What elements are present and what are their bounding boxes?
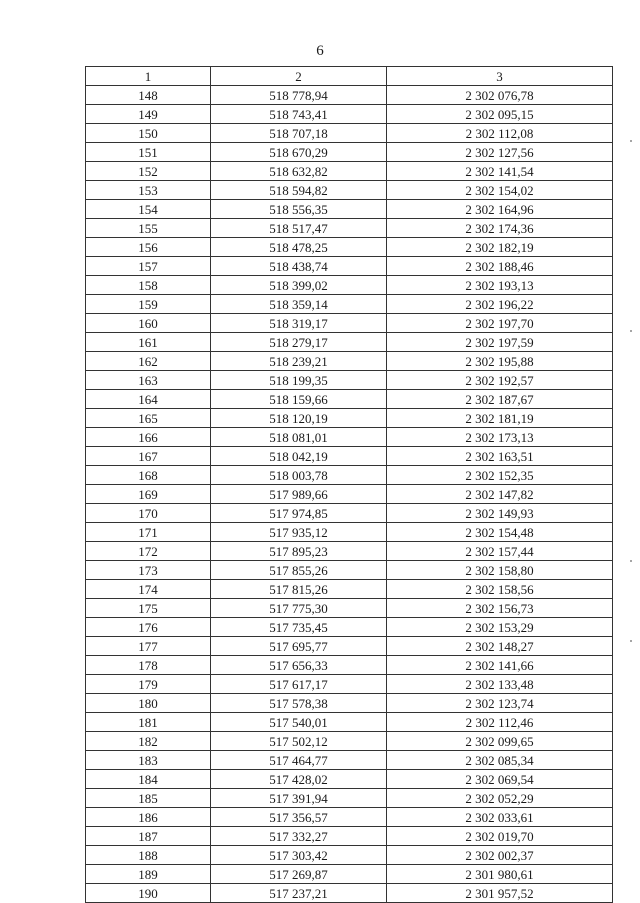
header-cell-1: 1 <box>86 67 211 86</box>
table-row <box>86 675 613 694</box>
table-cell-col-1: 168 <box>86 466 211 485</box>
table-cell-col-2: 517 855,26 <box>211 561 387 580</box>
table-cell-col-3: 2 302 085,34 <box>387 751 613 770</box>
table-row <box>86 713 613 732</box>
table-cell-col-3: 2 302 174,36 <box>387 219 613 238</box>
table-cell-col-1: 164 <box>86 390 211 409</box>
table-cell-col-2: 517 695,77 <box>211 637 387 656</box>
table-row <box>86 390 613 409</box>
table-cell-col-1: 161 <box>86 333 211 352</box>
table-row <box>86 105 613 124</box>
table-row <box>86 466 613 485</box>
table-cell-col-3: 2 302 196,22 <box>387 295 613 314</box>
table-cell-col-2: 518 438,74 <box>211 257 387 276</box>
table-cell-col-2: 518 199,35 <box>211 371 387 390</box>
table-cell-col-2: 518 042,19 <box>211 447 387 466</box>
table-cell-col-3: 2 302 019,70 <box>387 827 613 846</box>
table-cell-col-2: 518 003,78 <box>211 466 387 485</box>
table-cell-col-3: 2 302 197,59 <box>387 333 613 352</box>
table-row <box>86 219 613 238</box>
table-cell-col-1: 148 <box>86 86 211 105</box>
table-cell-col-1: 160 <box>86 314 211 333</box>
table-row <box>86 295 613 314</box>
table-row <box>86 409 613 428</box>
table-cell-col-1: 183 <box>86 751 211 770</box>
table-cell-col-3: 2 302 052,29 <box>387 789 613 808</box>
table-cell-col-2: 517 617,17 <box>211 675 387 694</box>
table-cell-col-2: 517 974,85 <box>211 504 387 523</box>
table-cell-col-2: 517 356,57 <box>211 808 387 827</box>
table-row <box>86 447 613 466</box>
table-cell-col-2: 518 707,18 <box>211 124 387 143</box>
table-cell-col-1: 165 <box>86 409 211 428</box>
table-cell-col-3: 2 302 152,35 <box>387 466 613 485</box>
table-cell-col-1: 155 <box>86 219 211 238</box>
table-row <box>86 580 613 599</box>
table-row <box>86 694 613 713</box>
table-cell-col-1: 182 <box>86 732 211 751</box>
table-row <box>86 732 613 751</box>
table-row <box>86 352 613 371</box>
table-cell-col-1: 184 <box>86 770 211 789</box>
table-cell-col-1: 167 <box>86 447 211 466</box>
header-cell-3: 3 <box>387 67 613 86</box>
table-row <box>86 542 613 561</box>
table-cell-col-2: 518 399,02 <box>211 276 387 295</box>
table-cell-col-2: 517 540,01 <box>211 713 387 732</box>
table-cell-col-1: 150 <box>86 124 211 143</box>
table-cell-col-3: 2 302 123,74 <box>387 694 613 713</box>
table-row <box>86 181 613 200</box>
table-row <box>86 618 613 637</box>
table-row <box>86 523 613 542</box>
table-cell-col-2: 518 594,82 <box>211 181 387 200</box>
scan-mark <box>630 140 632 142</box>
table-row <box>86 504 613 523</box>
table-cell-col-3: 2 302 181,19 <box>387 409 613 428</box>
table-cell-col-3: 2 302 164,96 <box>387 200 613 219</box>
table-cell-col-3: 2 302 076,78 <box>387 86 613 105</box>
table-cell-col-2: 517 237,21 <box>211 884 387 903</box>
table-cell-col-2: 517 332,27 <box>211 827 387 846</box>
table-cell-col-1: 151 <box>86 143 211 162</box>
table-cell-col-2: 518 279,17 <box>211 333 387 352</box>
table-cell-col-1: 180 <box>86 694 211 713</box>
table-cell-col-3: 2 302 133,48 <box>387 675 613 694</box>
table-row <box>86 485 613 504</box>
table-cell-col-3: 2 302 141,54 <box>387 162 613 181</box>
table-cell-col-3: 2 302 182,19 <box>387 238 613 257</box>
table-cell-col-2: 518 478,25 <box>211 238 387 257</box>
table-cell-col-1: 185 <box>86 789 211 808</box>
table-cell-col-2: 518 239,21 <box>211 352 387 371</box>
table-cell-col-1: 178 <box>86 656 211 675</box>
table-row <box>86 428 613 447</box>
table-cell-col-3: 2 302 173,13 <box>387 428 613 447</box>
table-row <box>86 276 613 295</box>
table-cell-col-1: 156 <box>86 238 211 257</box>
table-cell-col-1: 157 <box>86 257 211 276</box>
table-row <box>86 827 613 846</box>
table-cell-col-2: 517 656,33 <box>211 656 387 675</box>
table-cell-col-3: 2 302 148,27 <box>387 637 613 656</box>
table-row <box>86 884 613 903</box>
table-cell-col-2: 517 775,30 <box>211 599 387 618</box>
table-cell-col-3: 2 302 112,08 <box>387 124 613 143</box>
table-cell-col-2: 517 989,66 <box>211 485 387 504</box>
table-cell-col-2: 518 743,41 <box>211 105 387 124</box>
table-cell-col-1: 170 <box>86 504 211 523</box>
table-cell-col-1: 152 <box>86 162 211 181</box>
table-row <box>86 238 613 257</box>
table-cell-col-1: 186 <box>86 808 211 827</box>
table-cell-col-3: 2 302 033,61 <box>387 808 613 827</box>
table-row <box>86 124 613 143</box>
table-cell-col-1: 153 <box>86 181 211 200</box>
table-cell-col-3: 2 302 187,67 <box>387 390 613 409</box>
table-cell-col-1: 166 <box>86 428 211 447</box>
table-cell-col-3: 2 302 002,37 <box>387 846 613 865</box>
table-cell-col-2: 517 502,12 <box>211 732 387 751</box>
table-cell-col-2: 517 815,26 <box>211 580 387 599</box>
table-cell-col-3: 2 302 112,46 <box>387 713 613 732</box>
table-cell-col-1: 181 <box>86 713 211 732</box>
table-header <box>86 67 613 86</box>
table-cell-col-1: 172 <box>86 542 211 561</box>
table-cell-col-2: 518 632,82 <box>211 162 387 181</box>
table-cell-col-3: 2 302 127,56 <box>387 143 613 162</box>
table-row <box>86 865 613 884</box>
table-cell-col-3: 2 302 154,48 <box>387 523 613 542</box>
header-cell-2: 2 <box>211 67 387 86</box>
table-cell-col-3: 2 302 149,93 <box>387 504 613 523</box>
table-cell-col-2: 518 517,47 <box>211 219 387 238</box>
table-cell-col-1: 162 <box>86 352 211 371</box>
table-cell-col-1: 154 <box>86 200 211 219</box>
table-cell-col-1: 177 <box>86 637 211 656</box>
table-cell-col-1: 179 <box>86 675 211 694</box>
table-cell-col-3: 2 302 154,02 <box>387 181 613 200</box>
table-row <box>86 808 613 827</box>
table-cell-col-2: 517 935,12 <box>211 523 387 542</box>
table-cell-col-1: 159 <box>86 295 211 314</box>
table-cell-col-2: 517 269,87 <box>211 865 387 884</box>
table-cell-col-1: 190 <box>86 884 211 903</box>
table-cell-col-3: 2 302 156,73 <box>387 599 613 618</box>
table-cell-col-3: 2 302 195,88 <box>387 352 613 371</box>
table-cell-col-3: 2 302 163,51 <box>387 447 613 466</box>
table-cell-col-3: 2 302 099,65 <box>387 732 613 751</box>
table-cell-col-1: 171 <box>86 523 211 542</box>
table-row <box>86 846 613 865</box>
table-cell-col-3: 2 301 957,52 <box>387 884 613 903</box>
table-cell-col-3: 2 302 157,44 <box>387 542 613 561</box>
table-cell-col-2: 518 120,19 <box>211 409 387 428</box>
table-row <box>86 143 613 162</box>
table-cell-col-3: 2 302 193,13 <box>387 276 613 295</box>
table-cell-col-1: 149 <box>86 105 211 124</box>
table-row <box>86 257 613 276</box>
table-cell-col-3: 2 302 141,66 <box>387 656 613 675</box>
table-cell-col-2: 517 735,45 <box>211 618 387 637</box>
table-cell-col-2: 518 556,35 <box>211 200 387 219</box>
table-cell-col-3: 2 302 158,56 <box>387 580 613 599</box>
coordinates-table <box>85 66 613 903</box>
table-cell-col-2: 517 303,42 <box>211 846 387 865</box>
table-cell-col-2: 518 159,66 <box>211 390 387 409</box>
table-row <box>86 770 613 789</box>
table-cell-col-2: 517 428,02 <box>211 770 387 789</box>
table-cell-col-1: 158 <box>86 276 211 295</box>
table-cell-col-3: 2 301 980,61 <box>387 865 613 884</box>
table-row <box>86 637 613 656</box>
table-cell-col-2: 517 391,94 <box>211 789 387 808</box>
header-row <box>86 67 613 86</box>
table-cell-col-3: 2 302 153,29 <box>387 618 613 637</box>
table-row <box>86 656 613 675</box>
table-cell-col-1: 176 <box>86 618 211 637</box>
table-row <box>86 200 613 219</box>
page-number: 6 <box>316 43 324 59</box>
table-cell-col-3: 2 302 069,54 <box>387 770 613 789</box>
table-cell-col-3: 2 302 095,15 <box>387 105 613 124</box>
table-row <box>86 599 613 618</box>
table-body <box>86 86 613 903</box>
scan-mark <box>630 560 632 562</box>
table-cell-col-2: 518 778,94 <box>211 86 387 105</box>
table-row <box>86 561 613 580</box>
table-cell-col-2: 517 578,38 <box>211 694 387 713</box>
table-cell-col-1: 163 <box>86 371 211 390</box>
table-row <box>86 162 613 181</box>
table-cell-col-1: 174 <box>86 580 211 599</box>
table-cell-col-2: 518 081,01 <box>211 428 387 447</box>
table-row <box>86 314 613 333</box>
table-row <box>86 86 613 105</box>
table-cell-col-2: 518 359,14 <box>211 295 387 314</box>
table-cell-col-3: 2 302 197,70 <box>387 314 613 333</box>
table-cell-col-1: 173 <box>86 561 211 580</box>
table-cell-col-1: 169 <box>86 485 211 504</box>
table-row <box>86 371 613 390</box>
table-row <box>86 333 613 352</box>
table-cell-col-1: 175 <box>86 599 211 618</box>
table-cell-col-1: 189 <box>86 865 211 884</box>
scan-mark <box>630 640 632 642</box>
table-cell-col-2: 518 319,17 <box>211 314 387 333</box>
table-cell-col-1: 187 <box>86 827 211 846</box>
scan-mark <box>630 330 632 332</box>
table-cell-col-2: 517 895,23 <box>211 542 387 561</box>
table-cell-col-1: 188 <box>86 846 211 865</box>
table-cell-col-2: 517 464,77 <box>211 751 387 770</box>
table-cell-col-3: 2 302 147,82 <box>387 485 613 504</box>
table-cell-col-3: 2 302 192,57 <box>387 371 613 390</box>
table-row <box>86 789 613 808</box>
table-cell-col-3: 2 302 188,46 <box>387 257 613 276</box>
table-row <box>86 751 613 770</box>
table-cell-col-2: 518 670,29 <box>211 143 387 162</box>
table-cell-col-3: 2 302 158,80 <box>387 561 613 580</box>
